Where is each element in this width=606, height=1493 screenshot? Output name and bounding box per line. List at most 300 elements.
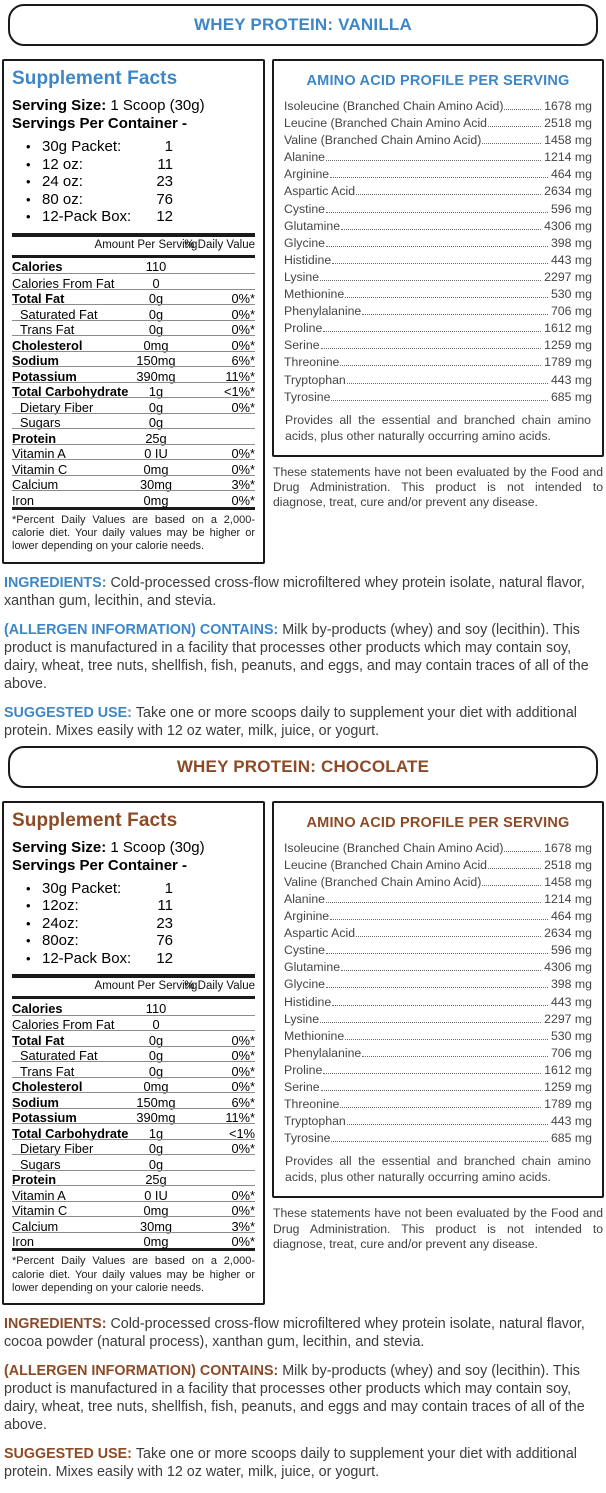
amino-name: Threonine [284,355,340,370]
nutrition-row [12,999,255,1015]
dot-leader [326,987,548,988]
amino-name: Phenylalanine [284,304,362,319]
amino-row [284,1130,592,1147]
nutrition-row [12,397,255,413]
amino-name: Arginine [284,909,330,924]
nutrient-amount: 110 [145,1000,167,1016]
container-option-label: 30g Packet: [42,879,122,897]
nutrition-row [12,1185,255,1201]
nutrition-row [12,273,255,289]
container-option-value: 1 [164,879,173,897]
nutrient-daily-value: 0%* [231,291,255,306]
dot-leader [347,383,548,384]
container-option-value: 76 [156,932,173,950]
amino-name: Methionine [284,1028,345,1043]
banner-title: WHEY PROTEIN: CHOCOLATE [176,756,430,776]
container-option-label: 30g Packet: [42,138,122,155]
amino-row [284,942,592,959]
info-paragraph-label: (ALLERGEN INFORMATION) CONTAINS: [4,1363,283,1380]
column-headers [12,239,255,255]
nutrition-row [12,1139,255,1155]
amino-name: Isoleucine (Branched Chain Amino Acid) [284,840,504,855]
amino-name: Lysine [284,1011,320,1026]
info-paragraph-label: INGREDIENTS: [4,1316,111,1333]
amino-acid-panel [272,801,604,1199]
divider-thick [12,233,255,237]
dot-leader [323,331,541,332]
amino-row [284,1079,592,1096]
amino-name: Leucine (Branched Chain Amino Acid [284,857,488,872]
dot-leader [330,919,548,920]
nutrient-name: Protein [12,430,57,446]
amino-value: 596 mg [550,201,592,216]
info-paragraphs [4,1315,602,1481]
amino-row [284,132,592,149]
container-option-label: 12oz: [42,897,79,915]
nutrient-amount: 0mg [143,1234,169,1250]
amino-acid-title: AMINO ACID PROFILE PER SERVING [306,73,570,89]
amino-value: 4306 mg [544,960,592,975]
supplement-facts-title: Supplement Facts [12,809,178,831]
section-vanilla [2,4,604,740]
nutrient-amount: 0g [148,1032,164,1048]
amino-name: Phenylalanine [284,1045,362,1060]
amino-value: 1259 mg [544,1080,592,1095]
dot-leader [504,109,541,110]
nutrition-row [12,1154,255,1170]
amino-value: 398 mg [550,235,592,250]
nutrient-daily-value: 0%* [231,1063,255,1079]
nutrient-name: Potassium [12,1110,77,1126]
nutrient-amount: 0mg [143,337,169,353]
amino-value: 706 mg [550,304,592,319]
bullet-icon: • [26,139,31,154]
amino-row [284,908,592,925]
container-option-value: 1 [164,138,173,155]
nutrient-daily-value: 3%* [231,477,255,492]
nutrient-name: Iron [12,1234,35,1250]
amino-row [284,389,592,406]
container-option-value: 11 [157,155,173,173]
container-option-label: 24oz: [42,914,79,932]
bullet-icon: • [26,174,31,189]
nutrition-row [12,304,255,320]
amino-row [284,286,592,303]
nutrient-name: Potassium [12,368,77,384]
amino-name: Glutamine [284,960,341,975]
amino-name: Proline [284,1062,323,1077]
amino-name: Isoleucine (Branched Chain Amino Acid) [284,99,504,113]
amino-value: 1678 mg [544,840,592,855]
amino-value: 443 mg [550,252,592,267]
nutrient-daily-value: 0%* [231,461,255,477]
amino-value: 398 mg [550,977,592,992]
dot-leader [326,160,541,161]
column-daily-value: % Daily Value [184,980,255,993]
amino-value: 685 mg [550,1131,592,1146]
nutrient-name: Vitamin C [12,1203,68,1219]
container-option-label: 12-Pack Box: [42,208,132,225]
serving-size-value: 1 Scoop (30g) [110,97,205,114]
nutrient-daily-value: 0%* [231,1203,255,1219]
serving-size-label: Serving Size: [12,97,107,114]
amino-row [284,166,592,183]
dot-leader [321,348,542,349]
amino-value: 4306 mg [544,218,592,233]
info-paragraphs [4,574,602,740]
nutrition-row [12,444,255,460]
info-paragraph [4,1362,602,1434]
amino-name: Lysine [284,269,320,284]
nutrient-name: Calcium [12,477,59,492]
container-option [26,156,255,174]
nutrient-amount: 25g [145,1172,167,1188]
amino-name: Glycine [284,235,326,250]
nutrient-amount: 0mg [143,1203,169,1219]
dot-leader [362,1056,548,1057]
nutrient-amount: 0 [152,275,160,291]
nutrient-name: Protein [12,1172,57,1188]
nutrient-amount: 0g [148,291,164,306]
amino-value: 464 mg [550,167,592,182]
container-options [26,880,255,968]
bullet-icon: • [26,209,31,224]
nutrient-amount: 0mg [143,1079,169,1095]
dot-leader [345,297,548,298]
nutrient-name: Vitamin A [12,446,66,461]
nutrient-name: Saturated Fat [20,306,98,322]
amino-name: Glutamine [284,218,341,233]
amino-value: 2518 mg [544,857,592,872]
info-paragraph-text: Cold-processed cross-flow microfiltered whey protein isolate, natural flavor, xanthan gum, lecithin, and stevia. [4,574,585,609]
serving-size-line [12,839,255,857]
amino-name: Methionine [284,287,345,302]
nutrient-amount: 0 [152,1017,160,1033]
nutrient-amount: 0g [148,1048,164,1064]
amino-name: Cystine [284,943,326,958]
nutrient-amount: 390mg [136,1110,176,1126]
dot-leader [326,246,548,247]
column-amount-per-serving: Amount Per Serving [94,238,198,251]
panels-row [2,801,604,1306]
amino-value: 596 mg [550,943,592,958]
container-option-label: 80oz: [42,932,79,950]
info-paragraph-label: SUGGESTED USE: [4,704,136,721]
amino-value: 1678 mg [544,99,592,113]
nutrition-row [12,1092,255,1108]
container-option-label: 12-Pack Box: [42,949,132,967]
nutrient-daily-value: 0%* [231,1234,255,1250]
amino-acid-panel [272,59,604,457]
nutrient-name: Cholesterol [12,337,83,353]
supplement-facts-title: Supplement Facts [12,68,178,89]
amino-column [272,59,604,510]
container-option-value: 12 [156,208,173,225]
nutrient-amount: 0g [148,322,164,337]
nutrition-row [12,475,255,491]
dot-leader [347,1124,548,1125]
nutrient-name: Sodium [12,353,59,368]
banner-chocolate [8,746,598,788]
nutrient-amount: 390mg [136,368,176,384]
nutrient-daily-value: 0%* [231,1048,255,1064]
amino-name: Glycine [284,977,326,992]
nutrient-amount: 110 [145,259,167,274]
dot-leader [326,953,548,954]
dot-leader [340,1107,541,1108]
nutrient-amount: 0g [148,399,164,415]
amino-row [284,235,592,252]
dot-leader [320,280,541,281]
daily-value-footnote: *Percent Daily Values are based on a 2,000-calorie diet. Your daily values may be higher or lower depending on your calorie needs. [12,1248,255,1295]
info-paragraph [4,574,602,610]
bullet-icon: • [26,156,31,172]
nutrient-amount: 0g [148,306,164,322]
nutrient-amount: 0g [148,1156,164,1172]
container-option [26,208,255,226]
supplement-facts-panel [2,801,265,1306]
nutrient-amount: 0g [148,415,164,430]
amino-row [284,218,592,235]
nutrition-row [12,428,255,444]
amino-row [284,115,592,132]
nutrient-daily-value: 6%* [231,1094,255,1110]
nutrient-amount: 1g [148,1125,164,1141]
amino-rows [284,98,592,406]
servings-per-container-label: Servings Per Container - [12,856,188,874]
bullet-icon: • [26,880,31,896]
dot-leader [326,212,548,213]
nutrient-amount: 0mg [143,461,169,477]
nutrition-rows [12,999,255,1250]
amino-row [284,183,592,200]
dot-leader [323,1073,541,1074]
nutrient-daily-value: 0%* [231,306,255,322]
amino-note: Provides all the essential and branched chain amino acids, plus other naturally occurring amino acids. [285,412,591,443]
dot-leader [356,936,541,937]
amino-name: Leucine (Branched Chain Amino Acid [284,116,488,131]
amino-value: 2297 mg [544,1011,592,1026]
nutrient-name: Calories From Fat [12,1017,115,1033]
amino-row [284,1011,592,1028]
nutrient-amount: 30mg [139,477,172,492]
nutrient-daily-value: 11%* [225,1110,255,1126]
amino-row [284,303,592,320]
dot-leader [482,143,541,144]
nutrition-row [12,1061,255,1077]
amino-name: Serine [284,338,320,353]
amino-value: 2297 mg [544,269,592,284]
amino-rows [284,840,592,1148]
bullet-icon: • [26,915,31,931]
nutrient-name: Sugars [20,415,61,430]
nutrient-amount: 0 IU [144,1187,168,1203]
amino-row [284,269,592,286]
container-option-label: 80 oz: [42,190,83,208]
nutrition-row [12,366,255,382]
dot-leader [340,365,541,366]
amino-row [284,874,592,891]
nutrient-daily-value: <1% [229,1125,255,1141]
nutrition-row [12,1030,255,1046]
nutrient-name: Vitamin A [12,1187,66,1203]
nutrient-name: Sugars [20,1156,61,1172]
info-paragraph-label: SUGGESTED USE: [4,1446,136,1463]
container-option-label: 24 oz: [42,173,83,190]
amino-row [284,1062,592,1079]
nutrition-row [12,320,255,336]
container-option-value: 76 [156,190,173,208]
amino-row [284,98,592,115]
nutrition-row [12,1170,255,1186]
amino-name: Aspartic Acid [284,184,356,199]
nutrient-daily-value: 0%* [231,322,255,337]
info-paragraph-text: Take one or more scoops daily to supplement your diet with additional protein. Mixes easily with 12 oz water, milk, juice, or yogurt. [4,1446,577,1481]
supplement-facts-panel [2,59,265,564]
amino-row [284,320,592,337]
container-option [26,915,255,933]
dot-leader [345,1039,548,1040]
nutrition-row [12,1232,255,1248]
amino-name: Threonine [284,1097,340,1112]
serving-size-value: 1 Scoop (30g) [110,838,205,856]
nutrient-amount: 150mg [136,353,176,368]
nutrition-row [12,1015,255,1031]
container-option-value: 23 [156,173,173,190]
dot-leader [321,1090,542,1091]
nutrition-row [12,459,255,475]
nutrition-row [12,1201,255,1217]
nutrition-row [12,1046,255,1062]
daily-value-footnote: *Percent Daily Values are based on a 2,000-calorie diet. Your daily values may be higher or lower depending on your calorie needs. [12,507,255,554]
container-option [26,932,255,950]
bullet-icon: • [26,898,31,914]
container-option [26,950,255,968]
amino-name: Valine (Branched Chain Amino Acid) [284,874,482,889]
amino-row [284,1028,592,1045]
amino-row [284,252,592,269]
nutrient-name: Trans Fat [20,322,75,337]
nutrient-name: Saturated Fat [20,1048,98,1064]
nutrient-daily-value: 0%* [231,492,255,508]
nutrition-rows [12,258,255,506]
nutrition-row [12,382,255,398]
nutrient-amount: 0g [148,1063,164,1079]
amino-row [284,959,592,976]
info-paragraph [4,1445,602,1481]
amino-name: Serine [284,1080,320,1095]
info-paragraph-text: Take one or more scoops daily to supplement your diet with additional protein. Mixes easily with 12 oz water, milk, juice, or yogurt. [4,704,577,739]
bullet-icon: • [26,933,31,949]
amino-row [284,840,592,857]
column-daily-value: % Daily Value [184,238,255,251]
nutrient-name: Vitamin C [12,461,68,477]
nutrient-name: Total Carbohydrate [12,384,129,399]
dot-leader [341,970,541,971]
nutrient-amount: 0mg [143,492,169,508]
nutrient-amount: 25g [145,430,167,446]
amino-value: 2634 mg [544,184,592,199]
amino-row [284,925,592,942]
nutrient-name: Dietary Fiber [20,1141,94,1157]
amino-row [284,354,592,371]
amino-value: 2634 mg [544,926,592,941]
amino-name: Histidine [284,252,332,267]
nutrient-daily-value: 0%* [231,446,255,461]
amino-value: 443 mg [550,372,592,387]
amino-name: Aspartic Acid [284,926,356,941]
dot-leader [488,868,541,869]
dot-leader [320,1022,541,1023]
container-option [26,173,255,191]
nutrient-amount: 150mg [136,1094,176,1110]
amino-row [284,149,592,166]
dot-leader [362,314,548,315]
info-paragraph [4,621,602,693]
amino-value: 2518 mg [544,116,592,131]
info-paragraph [4,1315,602,1351]
amino-name: Alanine [284,150,326,165]
nutrition-row [12,1123,255,1139]
container-option-label: 12 oz: [42,155,83,173]
amino-value: 530 mg [550,287,592,302]
nutrient-name: Iron [12,492,35,508]
nutrient-daily-value: 0%* [231,1079,255,1095]
nutrient-daily-value: <1%* [224,384,255,399]
amino-row [284,337,592,354]
container-option [26,191,255,209]
amino-row [284,1096,592,1113]
amino-row [284,1113,592,1130]
container-option [26,138,255,156]
amino-name: Alanine [284,892,326,906]
container-option-value: 23 [156,914,173,932]
nutrient-name: Sodium [12,1094,59,1110]
container-options [26,138,255,226]
nutrition-row [12,1077,255,1093]
info-paragraph-label: (ALLERGEN INFORMATION) CONTAINS: [4,621,283,638]
nutrient-name: Total Carbohydrate [12,1125,129,1141]
dot-leader [332,263,548,264]
serving-size-label: Serving Size: [12,838,107,856]
panels-row [2,59,604,564]
nutrition-row [12,413,255,429]
dot-leader [504,851,541,852]
amino-name: Valine (Branched Chain Amino Acid) [284,133,482,148]
amino-row [284,372,592,389]
amino-acid-title: AMINO ACID PROFILE PER SERVING [306,814,570,831]
amino-value: 1612 mg [544,321,592,336]
amino-value: 530 mg [550,1028,592,1043]
amino-name: Tryptophan [284,1114,346,1129]
info-paragraph-label: INGREDIENTS: [4,574,111,591]
amino-name: Tyrosine [284,1131,331,1146]
nutrient-amount: 0 IU [144,446,168,461]
divider-thick [12,974,255,978]
nutrient-daily-value: 11%* [225,368,255,384]
container-option [26,880,255,898]
amino-value: 443 mg [550,1114,592,1129]
nutrient-daily-value: 0%* [231,1032,255,1048]
amino-value: 706 mg [550,1045,592,1060]
nutrient-name: Calories [12,259,63,274]
amino-value: 1789 mg [544,355,592,370]
nutrient-name: Trans Fat [20,1063,75,1079]
info-paragraph-text: Milk by-products (whey) and soy (lecithin). This product is manufactured in a facility that processes other products which may contain soy, dairy, wheat, tree nuts, shellfish, fish, peanuts, and eggs and may contain traces of all of the above. [4,1363,585,1434]
fda-statement: These statements have not been evaluated by the Food and Drug Administration. This product is not intended to diagnose, treat, cure and/or prevent any disease. [273,464,603,510]
fda-statement: These statements have not been evaluated by the Food and Drug Administration. This product is not intended to diagnose, treat, cure and/or prevent any disease. [273,1206,603,1251]
bullet-icon: • [26,191,31,207]
